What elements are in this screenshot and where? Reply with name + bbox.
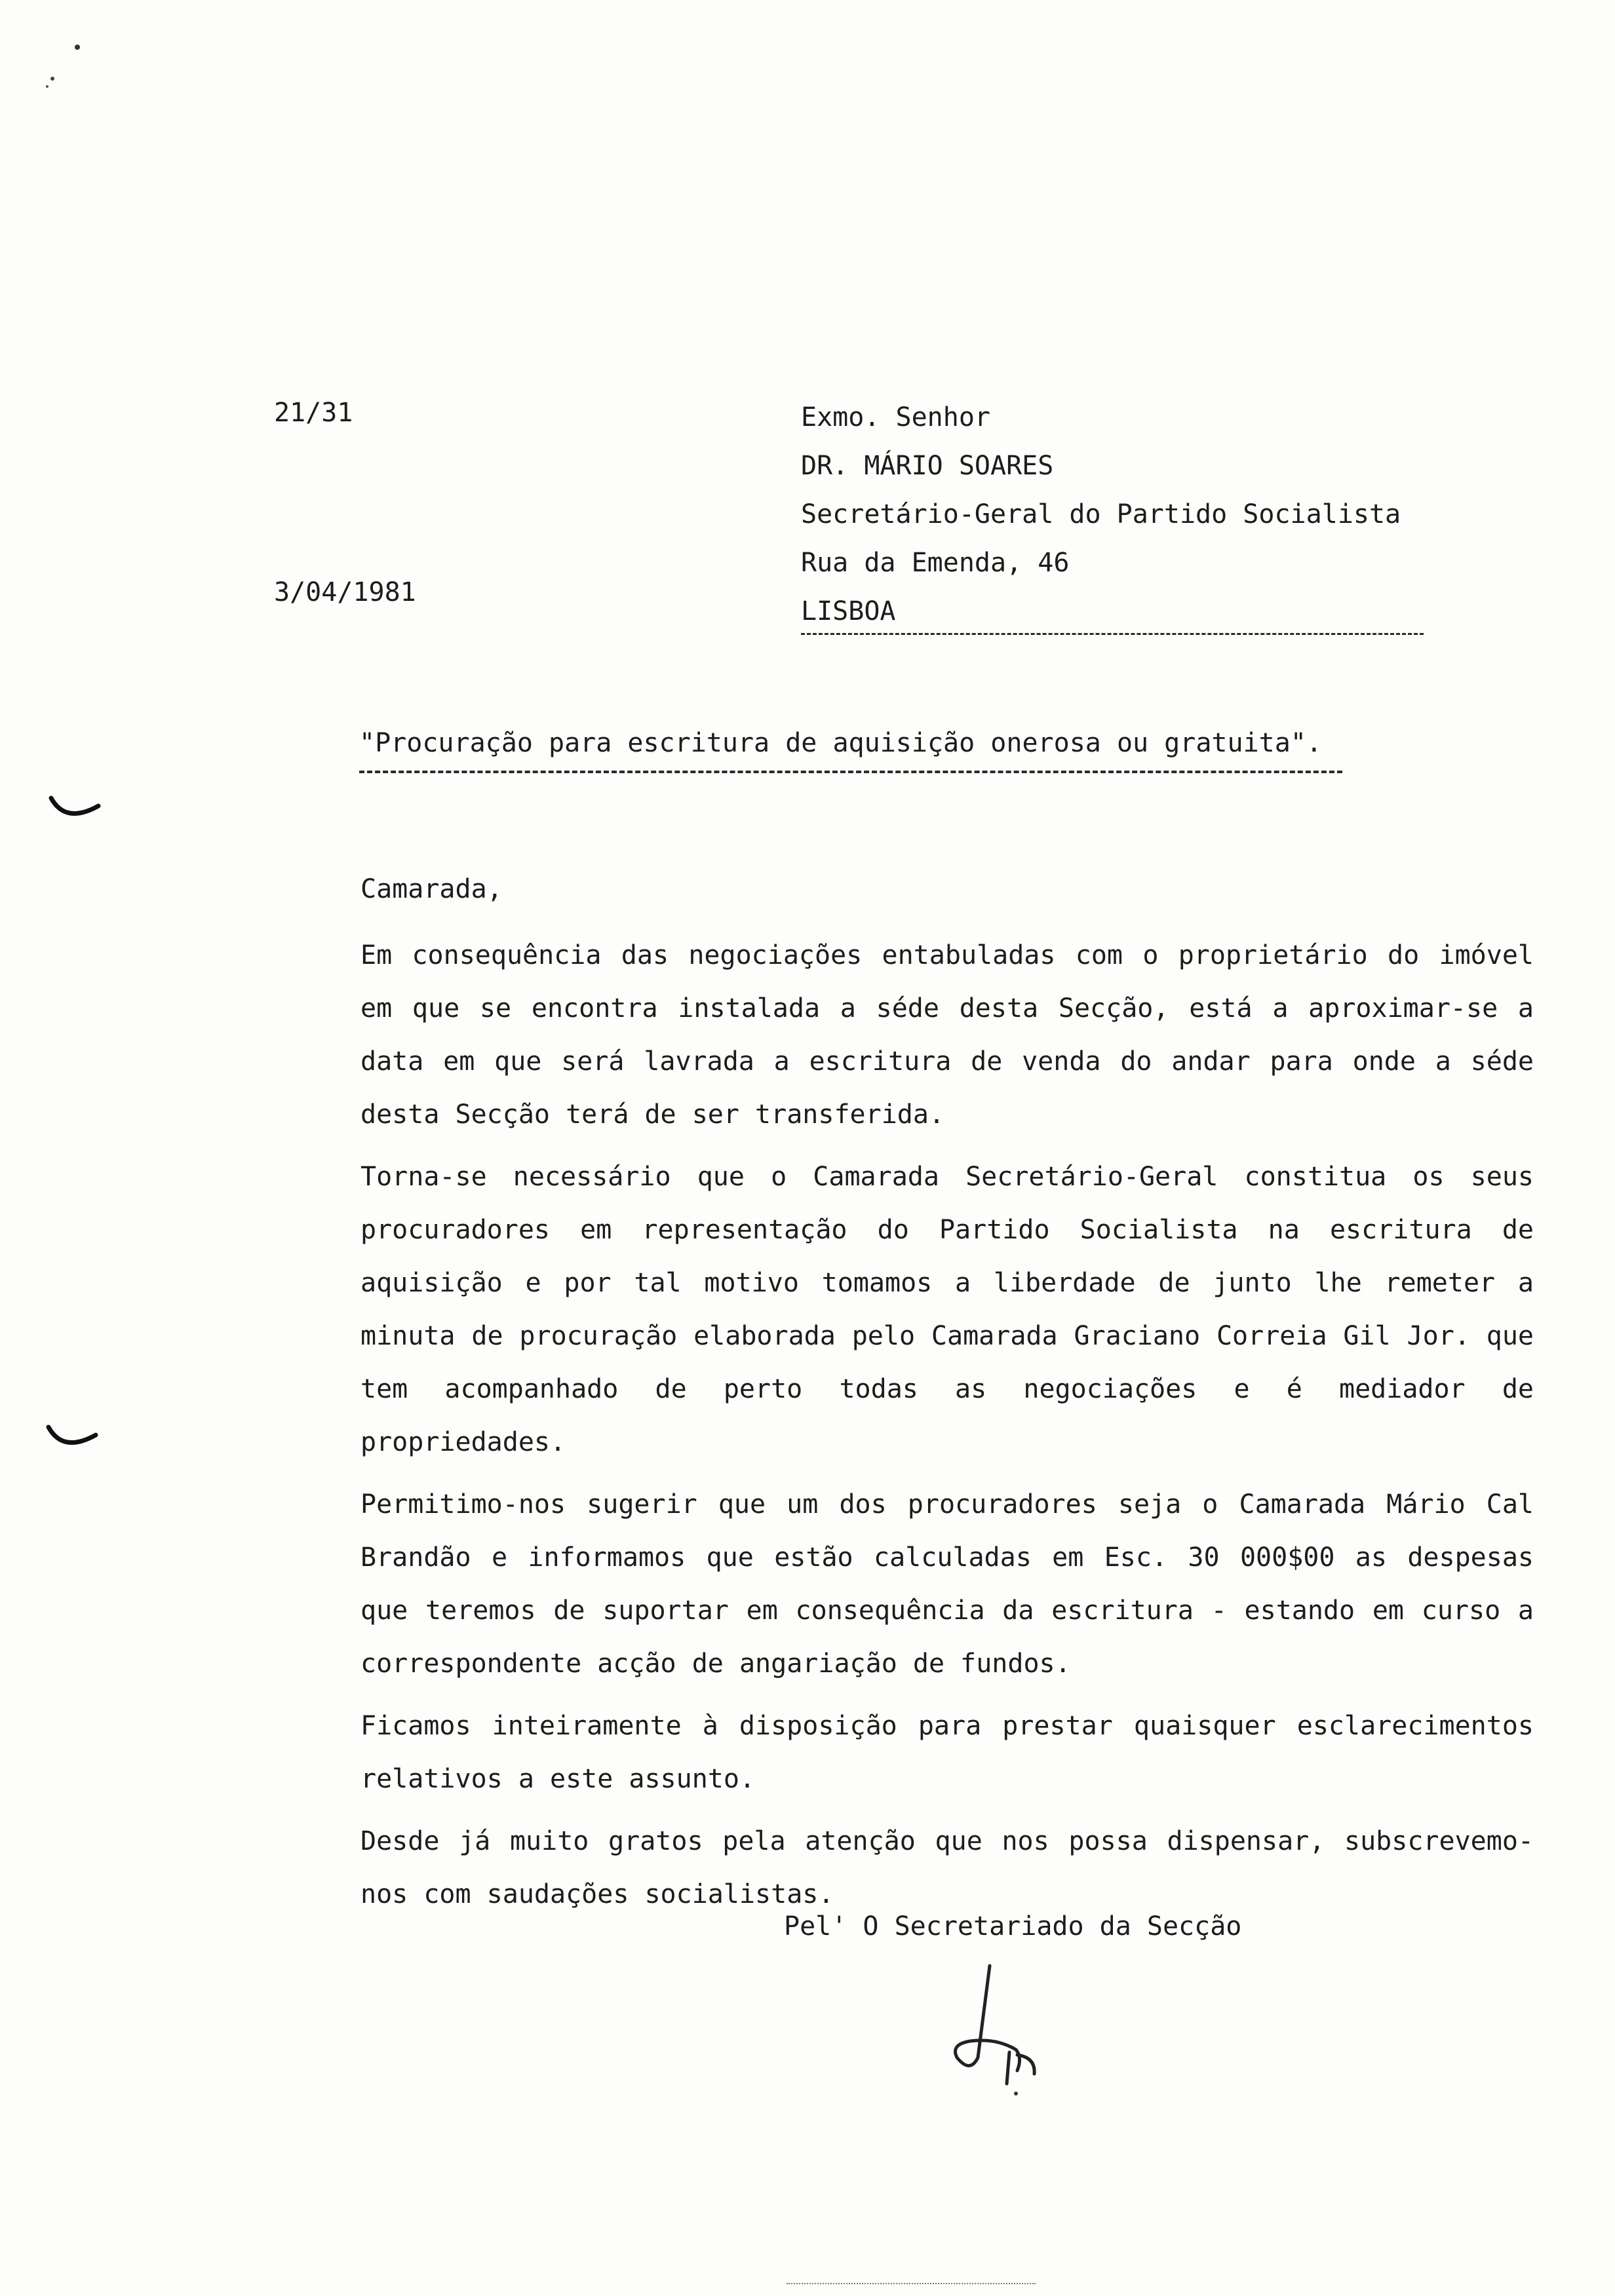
- reference-number: 21/31: [274, 398, 353, 428]
- subject-line: "Procuração para escritura de aquisição onerosa ou gratuita".: [359, 728, 1323, 758]
- body-paragraph: Ficamos inteiramente à disposição para prestar quaisquer esclarecimentos relativos a este assunto.: [360, 1711, 1534, 1794]
- letter-date: 3/04/1981: [274, 577, 416, 607]
- closing-line: Pel' O Secretariado da Secção: [784, 1911, 1242, 1942]
- address-underline: [801, 633, 1424, 635]
- recipient-address-block: [801, 393, 1522, 636]
- recipient-title: Secretário-Geral do Partido Socialista: [801, 499, 1401, 529]
- body-paragraph: Permitimo-nos sugerir que um dos procuradores seja o Camarada Mário Cal Brandão e informamos que estão calculadas em Esc. 30 000$00 as despesas que teremos de suportar em consequência da escritura - estando em curso a correspondente acção de angariação de fundos.: [360, 1489, 1534, 1679]
- body-paragraph: Torna-se necessário que o Camarada Secretário-Geral constitua os seus procuradores em representação do Partido Socialista na escritura de aquisição e por tal motivo tomamos a liberdade de junto lhe remeter a minuta de procuração elaborada pelo Camarada Graciano Correia Gil Jor. que tem acompanhado de perto todas as negociações e é mediador de propriedades.: [360, 1162, 1534, 1457]
- greeting: Camarada,: [360, 874, 503, 904]
- recipient-city: LISBOA: [801, 596, 896, 626]
- binder-hole-mark: [43, 1422, 102, 1461]
- body-paragraph: Desde já muito gratos pela atenção que nos possa dispensar, subscrevemo-nos com saudações socialistas.: [360, 1826, 1534, 1909]
- margin-speck-mark: [39, 33, 92, 98]
- letter-body: [360, 864, 1534, 1930]
- subject-underline: [359, 771, 1342, 773]
- binder-hole-mark: [46, 793, 105, 832]
- body-paragraph: Em consequência das negociações entabuladas com o proprietário do imóvel em que se encontra instalada a séde desta Secção, está a aproximar-se a data em que será lavrada a escritura de venda do andar para onde a séde desta Secção terá de ser transferida.: [360, 940, 1534, 1130]
- recipient-salutation: Exmo. Senhor: [801, 402, 990, 432]
- recipient-street: Rua da Emenda, 46: [801, 548, 1070, 578]
- bottom-scan-artifact: [787, 2283, 1036, 2284]
- handwritten-signature: [944, 1959, 1055, 2097]
- recipient-name: DR. MÁRIO SOARES: [801, 451, 1054, 481]
